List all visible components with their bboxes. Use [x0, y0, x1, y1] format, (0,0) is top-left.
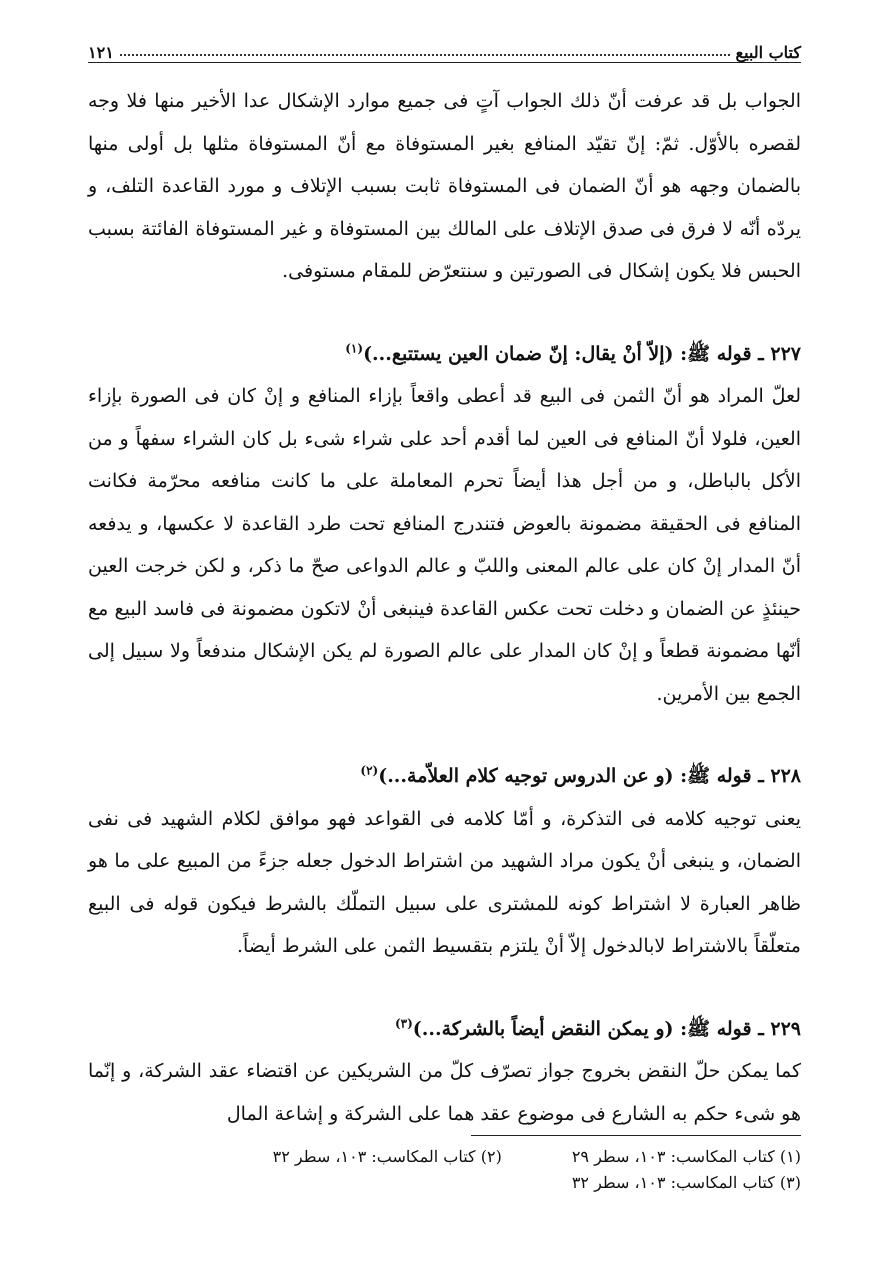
- footnote-row: [88, 1144, 801, 1170]
- footnote-ref-1: (١): [345, 341, 364, 356]
- footnote-2: (٢) كتاب المكاسب: ١٠٣، سطر ٣٢: [272, 1147, 502, 1166]
- heading-227: [88, 333, 801, 376]
- running-header: [88, 34, 801, 63]
- heading-229-text: ٢٢٩ ـ قوله ﷺ: (و يمكن النقض أيضاً بالشركة...): [412, 1017, 801, 1040]
- paragraph-intro: الجواب بل قد عرفت أنّ ذلك الجواب آتٍ فى جميع موارد الإشكال عدا الأخير منها فلا وجه لقصره بالأوّل. ثمّ: إنّ تقيّد المنافع بغير المستوفاة مع أنّ المستوفاة مثلها بل أولى منها بالضمان وجهه هو أنّ الضمان فى المستوفاة ثابت بسبب الإتلاف و مورد القاعدة التلف، و يردّه أنّه لا فرق فى صدق الإتلاف على المالك بين المستوفاة و غير المستوفاة الفائتة بسبب الحبس فلا يكون إشكال فى الصورتين و سنتعرّض للمقام مستوفى.: [88, 90, 801, 282]
- heading-228-text: ٢٢٨ ـ قوله ﷺ: (و عن الدروس توجيه كلام العلاّمة...): [378, 765, 801, 787]
- heading-228: [88, 755, 801, 798]
- book-title: كتاب البيع: [735, 43, 801, 62]
- footnote-1: (١) كتاب المكاسب: ١٠٣، سطر ٢٩: [571, 1147, 801, 1166]
- paragraph-229: كما يمكن حلّ النقض بخروج جواز تصرّف كلّ من الشريكين عن اقتضاء عقد الشركة، و إنّما هو شىء حكم به الشارع فى موضوع عقد هما على الشركة و إشاعة المال: [88, 1060, 801, 1125]
- footnote-ref-3: (٣): [394, 1016, 413, 1031]
- paragraph-227: لعلّ المراد هو أنّ الثمن فى البيع قد أعطى واقعاً بإزاء المنافع و إنْ كان فى الصورة بإزاء العين، فلولا أنّ المنافع فى العين لما أقدم أحد على شراء شىء بل كان الشراء سفهاً و من الأكل بالباطل، و من أجل هذا أيضاً تحرم المعاملة على ما كانت منافعه محرّمة فكانت المنافع فى الحقيقة مضمونة بالعوض فتندرج المنافع تحت طرد القاعدة لا عكسها، و يدفعه أنّ المدار إنْ كان على عالم المعنى واللبّ و عالم الدواعى صحّ ما ذكر، و لكن خرجت العين حينئذٍ عن الضمان و دخلت تحت عكس القاعدة فينبغى أنْ لاتكون مضمونة فى فاسد البيع مع أنّها مضمونة قطعاً و إنْ كان المدار على عالم الصورة لم يكن الإشكال مندفعاً ولا سبيل إلى الجمع بين الأمرين.: [88, 385, 801, 705]
- footnote-rule: [471, 1135, 801, 1136]
- paragraph-228: يعنى توجيه كلامه فى التذكرة، و أمّا كلامه فى القواعد فهو موافق لكلام الشهيد فى نفى الضمان، و ينبغى أنْ يكون مراد الشهيد من اشتراط الدخول جعله جزءً من المبيع على ما هو ظاهر العبارة لا اشتراط كونه للمشترى على سبيل التملّك بالشرط فيكون قوله فى البيع متعلّقاً بالاشتراط لابالدخول إلاّ أنْ يلتزم بتقسيط الثمن على الشرط أيضاً.: [88, 807, 802, 957]
- footnotes: [88, 1135, 801, 1196]
- main-text: [88, 80, 801, 1135]
- heading-229: [88, 1008, 801, 1051]
- footnote-3: (٣) كتاب المكاسب: ١٠٣، سطر ٣٢: [571, 1173, 801, 1192]
- page-number: ١٢١: [88, 43, 114, 62]
- footnote-row: [88, 1170, 801, 1196]
- heading-227-text: ٢٢٧ ـ قوله ﷺ: (إلاّ أنْ يقال: إنّ ضمان العين يستتبع...): [363, 342, 801, 365]
- footnote-ref-2: (٢): [360, 763, 379, 778]
- header-dot-leader: [120, 54, 730, 56]
